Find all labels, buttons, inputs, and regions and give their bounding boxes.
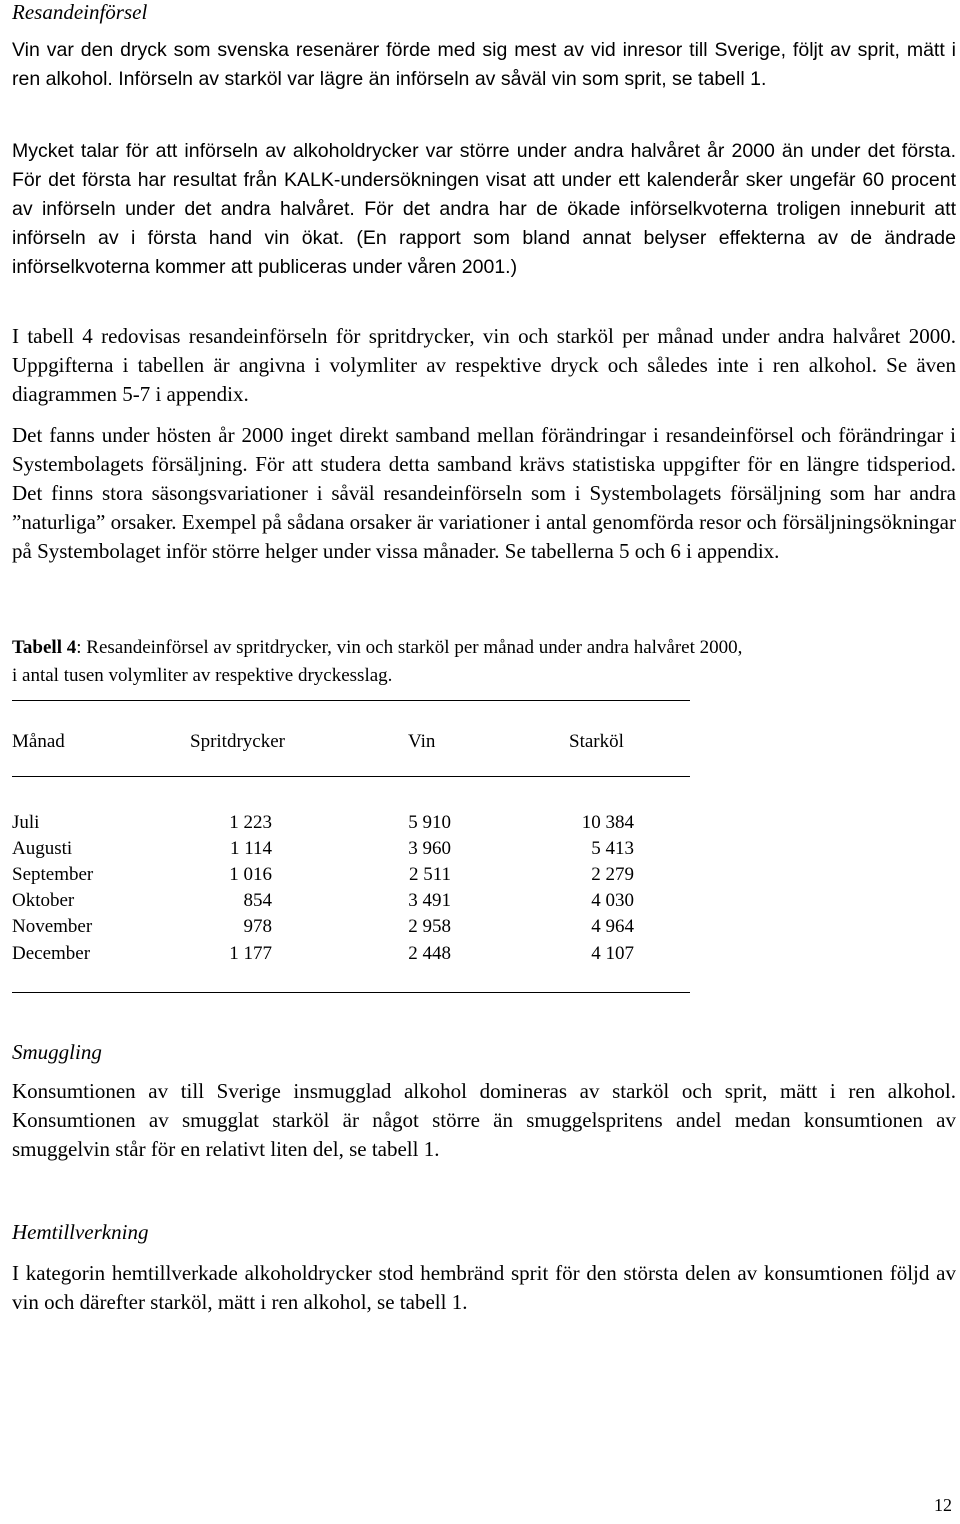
table-cell-starkol: 4 107 [591,943,634,964]
table-cell-spritdrycker: 1 223 [229,812,272,833]
table-cell-month: Juli [12,812,40,833]
section-heading-smuggling: Smuggling [12,1040,102,1064]
page-number: 12 [934,1495,952,1515]
section-heading-resandeinforsel: Resandeinförsel [12,0,148,24]
table-caption [12,634,912,690]
paragraph-4: Det fanns under hösten år 2000 inget direkt samband mellan förändringar i resandeinförsel och förändringar i Systembolagets försäljning. För att studera detta samband krävs statistiska uppgifter för en längre tidsperiod. Det finns stora säsongsvariationer i såväl resandeinförseln som i Systembolagets försäljning som har andra ”naturliga” orsaker. Exempel på sådana orsaker är variationer i antal genomförda resor och försäljningsökningar på Systembolaget inför större helger under vissa månader. Se tabellerna 5 och 6 i appendix. [12,423,956,563]
table-top-rule [12,700,690,701]
table-caption-label: Tabell 4 [12,637,77,658]
section-heading-hemtillverkning: Hemtillverkning [12,1220,149,1244]
table-caption-text: : Resandeinförsel av spritdrycker, vin och starköl per månad under andra halvåret 2000, [76,637,743,658]
column-header-manad: Månad [12,731,65,752]
table-cell-spritdrycker: 1 016 [229,864,272,885]
column-header-spritdrycker: Spritdrycker [190,731,285,752]
table-cell-starkol: 4 964 [591,916,634,937]
table-cell-vin: 3 960 [408,838,451,859]
table-cell-month: September [12,864,94,885]
table-header-rule [12,776,690,777]
table-cell-vin: 3 491 [408,890,451,911]
table-cell-spritdrycker: 978 [243,916,272,937]
table-cell-vin: 2 511 [408,864,451,885]
table-cell-vin: 2 958 [408,916,451,937]
paragraph-hemtillverkning: I kategorin hemtillverkade alkoholdrycker stod hembränd sprit för den största delen av konsumtionen följd av vin och därefter starköl, mätt i ren alkohol, se tabell 1. [12,1261,956,1314]
table-cell-starkol: 4 030 [591,890,634,911]
table-cell-spritdrycker: 1 114 [229,838,272,859]
table-cell-month: Augusti [12,838,73,859]
table-cell-spritdrycker: 854 [243,890,272,911]
table-cell-starkol: 10 384 [581,812,634,833]
table-cell-vin: 5 910 [408,812,451,833]
table-cell-starkol: 5 413 [591,838,634,859]
paragraph-1: Vin var den dryck som svenska resenärer förde med sig mest av vid inresor till Sverige, följt av sprit, mätt i ren alkohol. Införseln av starköl var lägre än införseln av såväl vin som sprit, se tabell 1. [12,39,956,90]
paragraph-smuggling: Konsumtionen av till Sverige insmugglad alkohol domineras av starköl och sprit, mätt i ren alkohol. Konsumtionen av smugglat starköl är något större än smuggelspritens andel medan konsumtionen av smuggelvin står för en relativt liten del, se tabell 1. [12,1079,956,1161]
table-cell-starkol: 2 279 [591,864,634,885]
column-header-vin: Vin [408,731,436,752]
table-cell-month: December [12,943,91,964]
table-caption-line2: i antal tusen volymliter av respektive dryckesslag. [12,665,393,686]
table-cell-spritdrycker: 1 177 [229,943,272,964]
paragraph-3: I tabell 4 redovisas resandeinförseln för spritdrycker, vin och starköl per månad under andra halvåret 2000. Uppgifterna i tabellen är angivna i volymliter av respektive dryck och således inte i ren alkohol. Se även diagrammen 5-7 i appendix. [12,324,956,406]
table-cell-month: November [12,916,93,937]
column-header-starkol: Starköl [569,731,624,752]
table-cell-month: Oktober [12,890,75,911]
table-cell-vin: 2 448 [408,943,451,964]
paragraph-2: Mycket talar för att införseln av alkoholdrycker var större under andra halvåret år 2000 än under det första. För det första har resultat från KALK-undersökningen visat att under ett kalenderår sker ungefär 60 procent av införseln under det andra halvåret. För det andra har de ökade införselkvoterna troligen inneburit att införseln av i första hand vin ökat. (En rapport som bland annat belyser effekterna av de ändrade införselkvoterna kommer att publiceras under våren 2001.) [12,140,956,278]
table-bottom-rule [12,992,690,993]
